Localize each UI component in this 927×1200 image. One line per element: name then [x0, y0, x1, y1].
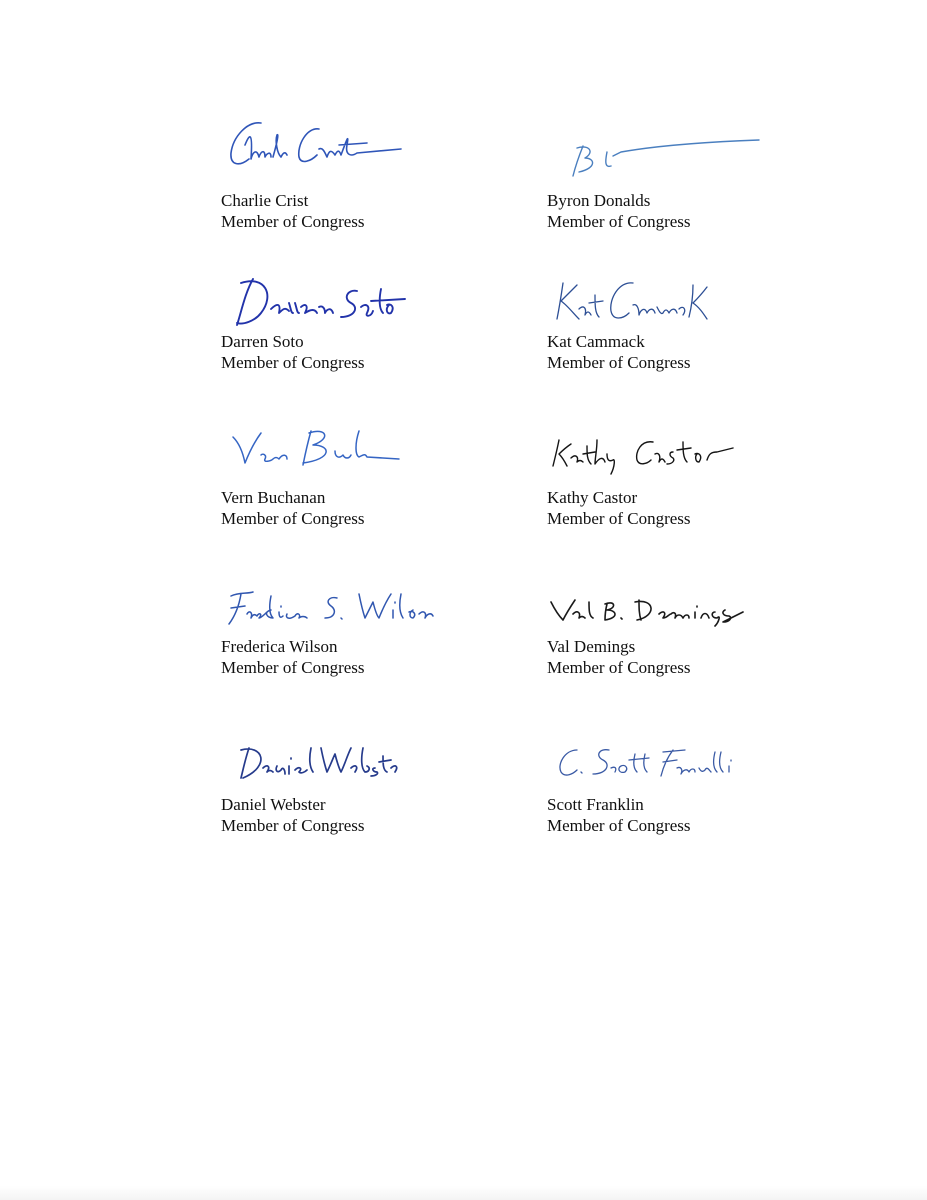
handwritten-signature-daniel-webster	[233, 742, 401, 784]
handwritten-signature-frederica-wilson	[223, 588, 435, 630]
handwritten-signature-kathy-castor	[549, 430, 735, 476]
signer-name: Byron Donalds	[547, 191, 651, 210]
handwritten-signature-kat-cammack	[549, 275, 709, 327]
signer-title: Member of Congress	[221, 353, 365, 372]
page-bottom-edge	[0, 1186, 927, 1200]
signer-name: Vern Buchanan	[221, 488, 326, 507]
signer-name: Scott Franklin	[547, 795, 644, 814]
handwritten-signature-charlie-crist	[227, 115, 417, 180]
signer-name: Kat Cammack	[547, 332, 645, 351]
signer-name: Val Demings	[547, 637, 636, 656]
handwritten-signature-scott-franklin	[555, 744, 741, 782]
handwritten-signature-vern-buchanan	[231, 425, 401, 473]
signer-title: Member of Congress	[547, 658, 691, 677]
signer-title: Member of Congress	[221, 658, 365, 677]
signer-name: Daniel Webster	[221, 795, 326, 814]
signer-title: Member of Congress	[547, 509, 691, 528]
handwritten-signature-byron-donalds	[555, 138, 765, 183]
signer-title: Member of Congress	[221, 212, 365, 231]
signer-title: Member of Congress	[221, 816, 365, 835]
signer-title: Member of Congress	[547, 212, 691, 231]
signer-name: Darren Soto	[221, 332, 304, 351]
signer-title: Member of Congress	[547, 816, 691, 835]
signer-name: Frederica Wilson	[221, 637, 338, 656]
signer-name: Charlie Crist	[221, 191, 309, 210]
signer-title: Member of Congress	[547, 353, 691, 372]
signer-title: Member of Congress	[221, 509, 365, 528]
signer-name: Kathy Castor	[547, 488, 638, 507]
handwritten-signature-val-demings	[549, 594, 749, 628]
handwritten-signature-darren-soto	[231, 273, 411, 331]
